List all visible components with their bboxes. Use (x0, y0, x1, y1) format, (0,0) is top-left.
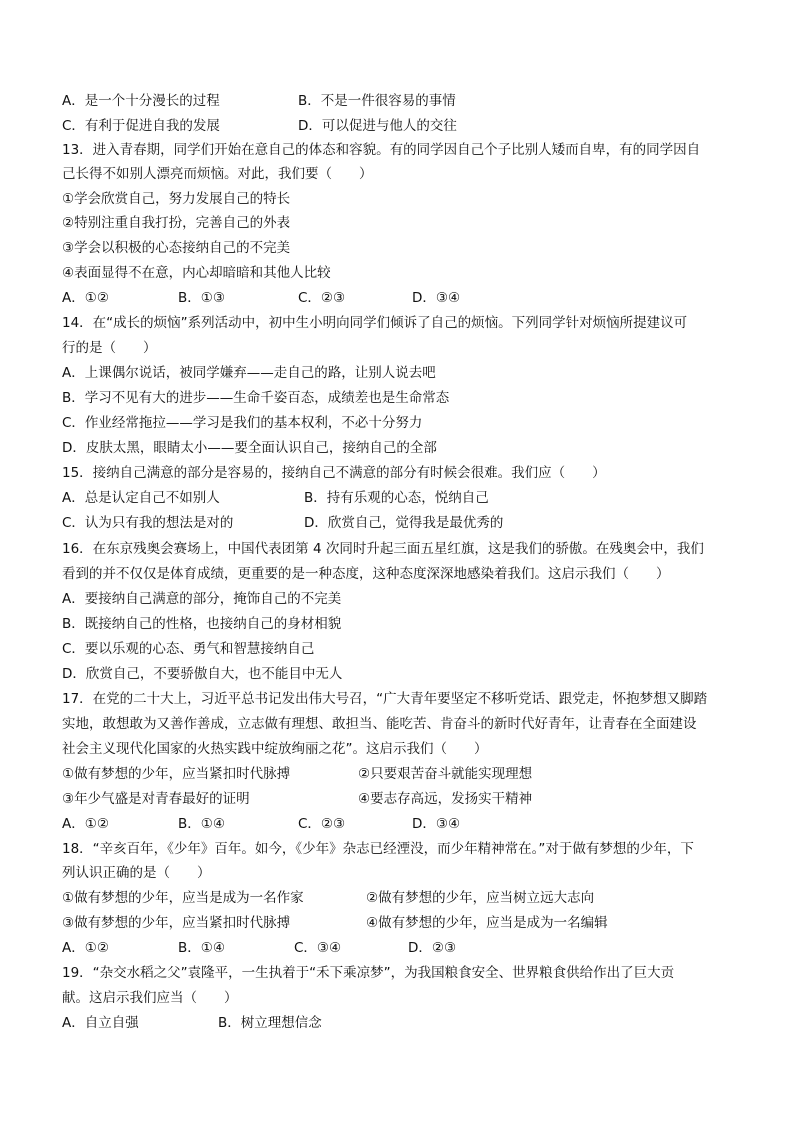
q12-option-b: B．不是一件很容易的事情 (298, 93, 456, 109)
q16-option-a: A．要接纳自己满意的部分，掩饰自己的不完美 (62, 591, 342, 607)
q15-option-d: D．欣赏自己，觉得我是最优秀的 (304, 515, 504, 531)
q19-stem: 19．“杂交水稻之父”袁隆平，一生执着于“禾下乘凉梦”，为我国粮食安全、世界粮食供给作出了巨大贡 (62, 965, 675, 981)
q17-option-c: C．②③ (298, 816, 346, 832)
q13-item: ③学会以积极的心态接纳自己的不完美 (62, 240, 291, 256)
q17-item: ②只要艰苦奋斗就能实现理想 (358, 766, 533, 782)
q16-option-c: C．要以乐观的心态、勇气和智慧接纳自己 (62, 641, 315, 657)
q16-option-d: D．欣赏自己，不要骄傲自大，也不能目中无人 (62, 666, 343, 682)
q17-option-b: B．①④ (178, 816, 225, 832)
q19-option-a: A．自立自强 (62, 1015, 139, 1031)
q15-option-b: B．持有乐观的心态，悦纳自己 (304, 490, 489, 506)
q18-option-b: B．①④ (178, 940, 225, 956)
q14-stem: 14．在“成长的烦恼”系列活动中，初中生小明向同学们倾诉了自己的烦恼。下列同学针对烦恼所提建议可 (62, 315, 688, 331)
q18-item: ②做有梦想的少年，应当树立远大志向 (366, 890, 595, 906)
q15-option-a: A．总是认定自己不如别人 (62, 490, 220, 506)
q18-item: ①做有梦想的少年，应当是成为一名作家 (62, 890, 304, 906)
q19-option-b: B．树立理想信念 (218, 1015, 322, 1031)
q14-option-d: D．皮肤太黑，眼睛太小——要全面认识自己，接纳自己的全部 (62, 440, 437, 456)
q13-option-b: B．①③ (178, 290, 225, 306)
q13-item: ①学会欣赏自己，努力发展自己的特长 (62, 191, 291, 207)
q18-item: ④做有梦想的少年，应当是成为一名编辑 (366, 915, 608, 931)
q14-option-b: B．学习不见有大的进步——生命千姿百态，成绩差也是生命常态 (62, 390, 450, 406)
q13-option-c: C．②③ (298, 290, 346, 306)
q12-option-a: A．是一个十分漫长的过程 (62, 93, 220, 109)
q16-stem: 16．在东京残奥会赛场上，中国代表团第 4 次同时升起三面五星红旗，这是我们的骄傲。在残奥会中，我们 (62, 541, 704, 557)
q12-option-c: C．有利于促进自我的发展 (62, 118, 220, 134)
q16-option-b: B．既接纳自己的性格，也接纳自己的身材相貌 (62, 616, 342, 632)
q13-item: ④表面显得不在意，内心却暗暗和其他人比较 (62, 265, 331, 281)
q17-stem-cont: 社会主义现代化国家的火热实践中绽放绚丽之花”。这启示我们（ ） (62, 741, 488, 757)
q18-stem-cont: 列认识正确的是（ ） (62, 865, 211, 881)
q17-item: ④要志存高远，发扬实干精神 (358, 791, 533, 807)
q18-option-a: A．①② (62, 940, 109, 956)
q13-option-a: A．①② (62, 290, 109, 306)
q15-stem: 15．接纳自己满意的部分是容易的，接纳自己不满意的部分有时候会很难。我们应（ ） (62, 465, 606, 481)
q13-stem: 13．进入青春期，同学们开始在意自己的体态和容貌。有的同学因自己个子比别人矮而自卑，有的同学因自 (62, 142, 701, 158)
q15-option-c: C．认为只有我的想法是对的 (62, 515, 234, 531)
q17-option-d: D．③④ (412, 816, 461, 832)
q14-option-c: C．作业经常拖拉——学习是我们的基本权利，不必十分努力 (62, 415, 423, 431)
q18-option-c: C．③④ (294, 940, 342, 956)
q17-option-a: A．①② (62, 816, 109, 832)
q17-stem-cont: 实地，敢想敢为又善作善成，立志做有理想、敢担当、能吃苦、肯奋斗的新时代好青年，让青春在全面建设 (62, 716, 697, 732)
q14-option-a: A．上课偶尔说话，被同学嫌弃——走自己的路，让别人说去吧 (62, 365, 436, 381)
q13-item: ②特别注重自我打扮，完善自己的外表 (62, 215, 291, 231)
q17-item: ①做有梦想的少年，应当紧扣时代脉搏 (62, 766, 291, 782)
q17-item: ③年少气盛是对青春最好的证明 (62, 791, 250, 807)
q13-option-d: D．③④ (412, 290, 461, 306)
q16-stem-cont: 看到的并不仅仅是体育成绩，更重要的是一种态度，这种态度深深地感染着我们。这启示我们（ ） (62, 566, 670, 582)
q13-stem-cont: 己长得不如别人漂亮而烦恼。对此，我们要（ ） (62, 166, 373, 182)
q18-item: ③做有梦想的少年，应当紧扣时代脉搏 (62, 915, 291, 931)
q17-stem: 17．在党的二十大上，习近平总书记发出伟大号召，“广大青年要坚定不移听党话、跟党走，怀抱梦想又脚踏 (62, 691, 708, 707)
q18-option-d: D．②③ (408, 940, 457, 956)
q19-stem-cont: 献。这启示我们应当（ ） (62, 990, 238, 1006)
q18-stem: 18．“辛亥百年，《少年》百年。如今，《少年》杂志已经湮没，而少年精神常在。”对于做有梦想的少年，下 (62, 841, 694, 857)
q12-option-d: D．可以促进与他人的交往 (298, 118, 457, 134)
q14-stem-cont: 行的是（ ） (62, 340, 157, 356)
